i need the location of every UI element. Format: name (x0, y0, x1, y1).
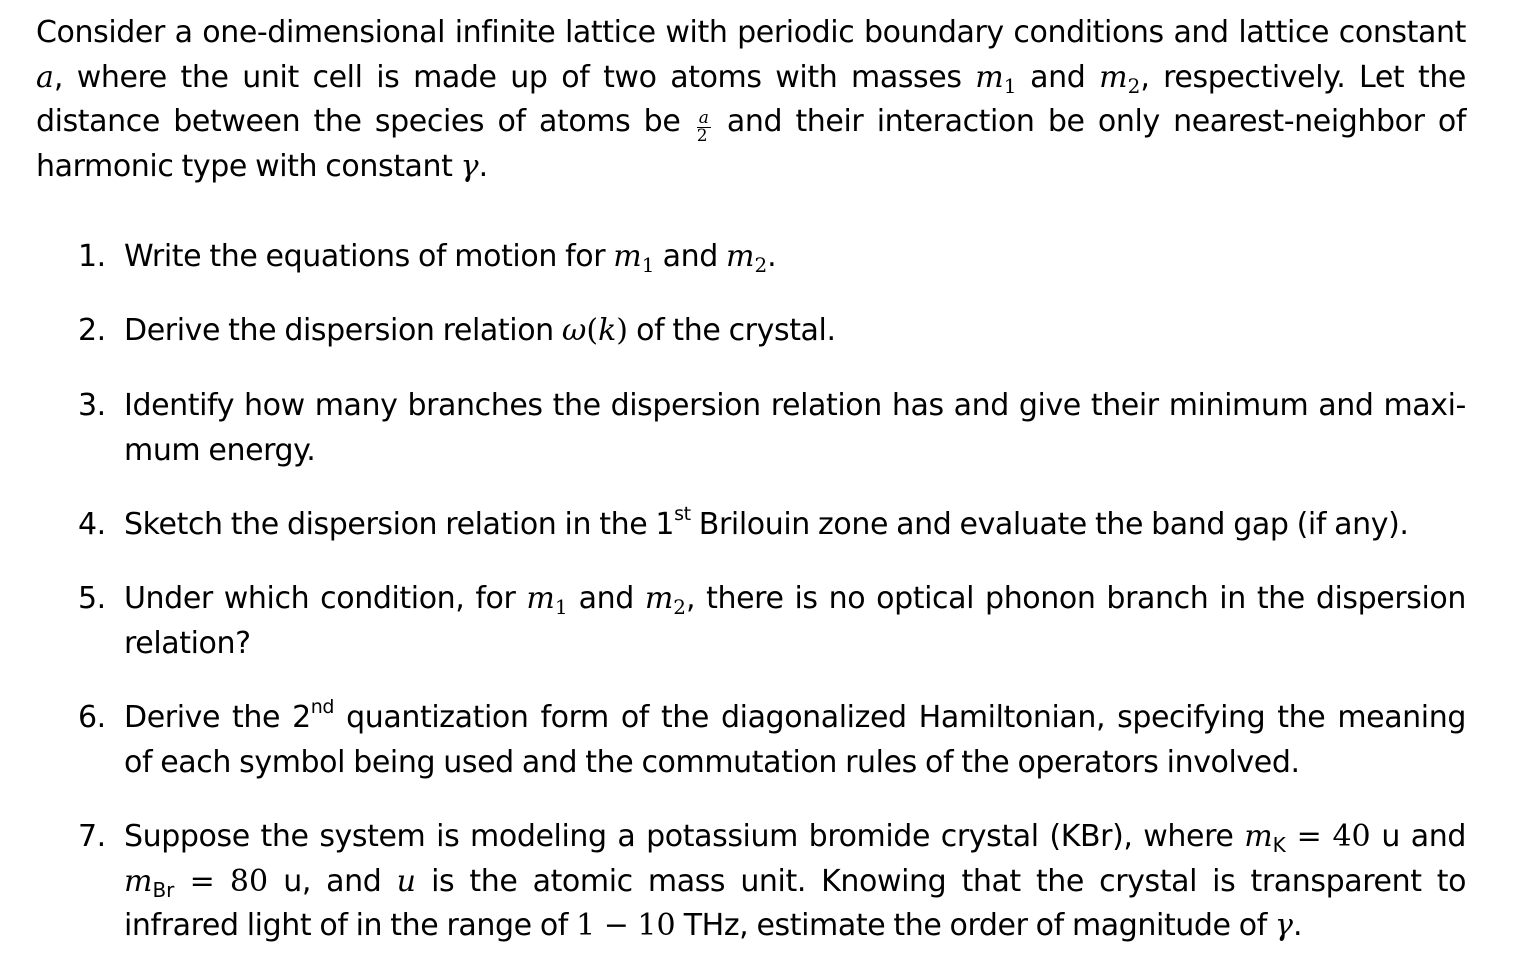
intro-line-2: a, where the unit cell is made up of two atoms with masses $m_1$ and $m_2$, respectively. Let the (36, 59, 1466, 98)
question-number: 7. (78, 819, 106, 854)
mass-m1: $m_1$ (975, 59, 1017, 98)
question-7: 7. Suppose the system is modeling a potassium bromide crystal (KBr), where $m_K = 40$ u and $m_{Br} = 80$ u, and u is the atomic mass unit. Knowing that the crystal is transparent to infrared light of in the range of 1 − 10 THz, estimate the order of magnitude of γ. (78, 815, 1466, 949)
mass-m1: $m_1$ (526, 581, 568, 619)
question-4: 4. Sketch the dispersion relation in the 1st Brilouin zone and evaluate the band gap (if any). (78, 503, 1466, 548)
question-2: 2. Derive the dispersion relation ω(k) of the crystal. (78, 309, 1466, 354)
intro-line-1: Consider a one-dimensional infinite lattice with periodic boundary conditions and lattice constant (36, 15, 1466, 50)
mass-mK: $m_K$ (1244, 819, 1286, 857)
mass-m2: $m_2$ (644, 581, 687, 619)
mass-mBr: $m_{Br}$ (124, 863, 175, 902)
mass-m2: $m_2$ (725, 239, 768, 277)
question-number: 4. (78, 507, 106, 542)
question-number: 1. (78, 239, 106, 274)
question-number: 2. (78, 313, 106, 348)
question-number: 6. (78, 700, 106, 735)
problem-intro (36, 11, 1466, 190)
question-6: 6. Derive the 2nd quantization form of the diagonalized Hamiltonian, specifying the meaning of each symbol being used and the commutation rules of the operators involved. (78, 696, 1466, 780)
question-3: 3. Identify how many branches the dispersion relation has and give their minimum and maxi- mum energy. (78, 384, 1466, 473)
question-number: 5. (78, 581, 106, 616)
question-5: 5. Under which condition, for $m_1$ and $m_2$, there is no optical phonon branch in the dispersion relation? (78, 577, 1466, 666)
intro-line-3: distance between the species of atoms be $\frac{a}{2}$ and their interaction be only nearest-neighbor of (36, 104, 1467, 146)
intro-line-4: harmonic type with constant γ. (36, 149, 488, 184)
question-number: 3. (78, 388, 106, 423)
question-1: 1. Write the equations of motion for $m_1$ and $m_2$. (78, 235, 1466, 280)
mass-m2: $m_2$ (1099, 59, 1141, 98)
fraction-a-over-2: $\frac{a}{2}$ (696, 108, 709, 146)
mass-m1: $m_1$ (613, 239, 655, 277)
